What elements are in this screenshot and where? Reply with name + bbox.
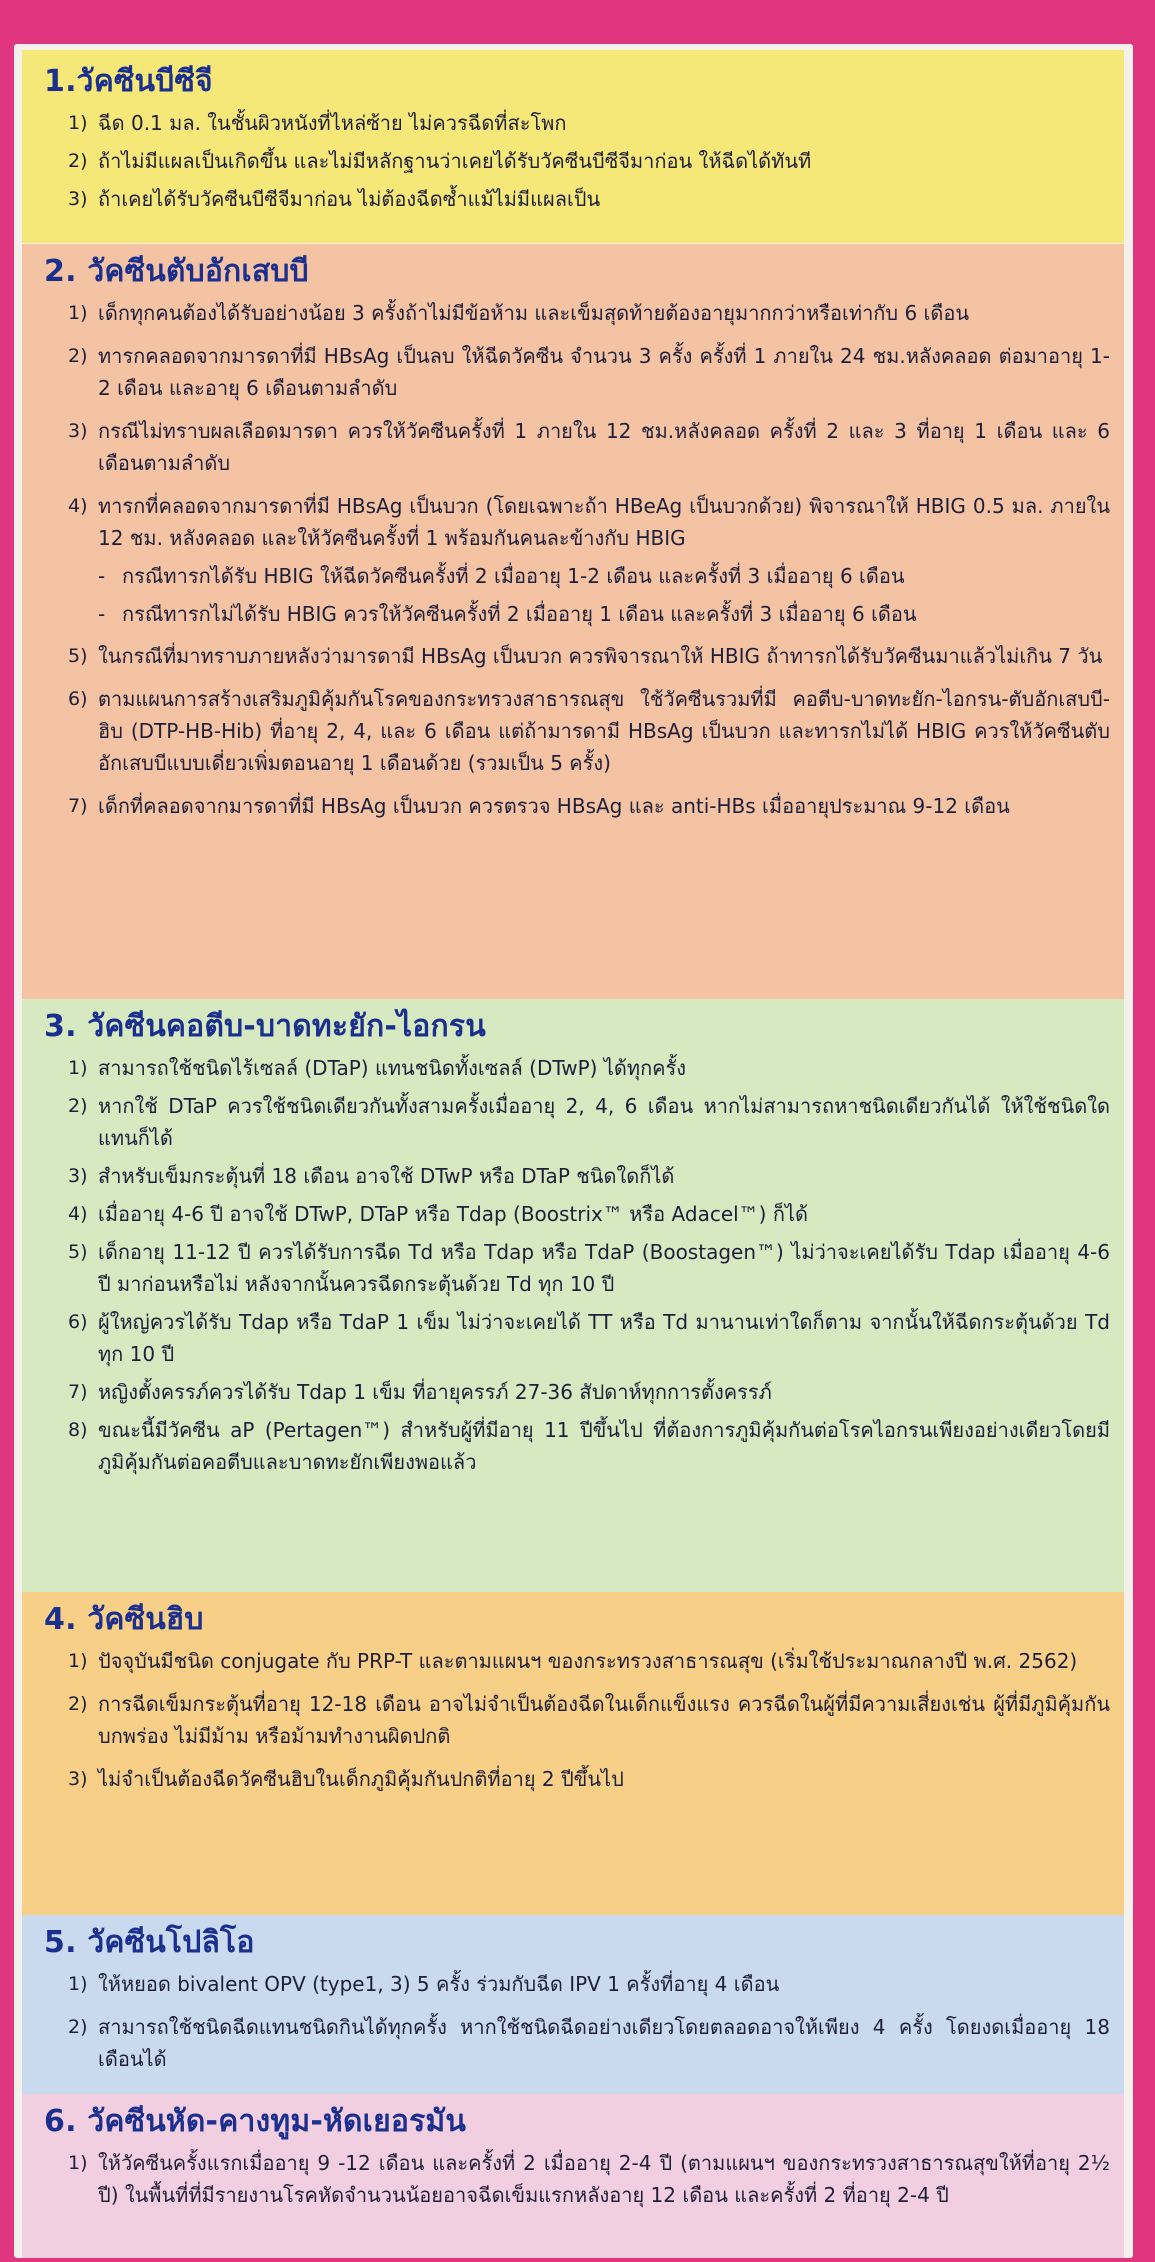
item-text: ให้วัคซีนครั้งแรกเมื่ออายุ 9 -12 เดือน และครั้งที่ 2 เมื่ออายุ 2-4 ปี (ตามแผนฯ ของกระทรวงสาธารณสุขให้ที่อายุ 2½ ปี) ในพื้นที่ที่มีรายงานโรคหัดจำนวนน้อยอาจฉีดเข็มแรกหลังอายุ 12 เดือน และครั้งที่ 2 ที่อายุ 2-4 ปี [98, 2151, 1110, 2207]
section-title: 3. วัคซีนคอตีบ-บาดทะยัก-ไอกรน [44, 1009, 486, 1044]
item-number: 5) [68, 1241, 88, 1263]
item-list [42, 1645, 1110, 1795]
sub-item-text: กรณีทารกได้รับ HBIG ให้ฉีดวัคซีนครั้งที่ 2 เมื่ออายุ 1-2 เดือน และครั้งที่ 3 เมื่ออายุ 6 เดือน [122, 564, 905, 588]
item-text: สำหรับเข็มกระตุ้นที่ 18 เดือน อาจใช้ DTwP หรือ DTaP ชนิดใดก็ได้ [98, 1164, 675, 1188]
list-item [42, 1763, 1110, 1795]
item-text: หากใช้ DTaP ควรใช้ชนิดเดียวกันทั้งสามครั้งเมื่ออายุ 2, 4, 6 เดือน หากไม่สามารถหาชนิดเดียวกันได้ ให้ใช้ชนิดใดแทนก็ได้ [98, 1094, 1110, 1150]
item-text: ไม่จำเป็นต้องฉีดวัคซีนฮิบในเด็กภูมิคุ้มกันปกติที่อายุ 2 ปีขึ้นไป [98, 1767, 624, 1791]
list-item [42, 415, 1110, 479]
item-text: ถ้าเคยได้รับวัคซีนบีซีจีมาก่อน ไม่ต้องฉีดซ้ำแม้ไม่มีแผลเป็น [98, 187, 601, 211]
list-item [42, 1645, 1110, 1677]
item-number: 3) [68, 1165, 88, 1187]
section-title: 1.วัคซีนบีซีจี [44, 64, 213, 99]
sub-item [42, 598, 1110, 630]
list-item [42, 1198, 1110, 1230]
item-text: ในกรณีที่มาทราบภายหลังว่ามารดามี HBsAg เป็นบวก ควรพิจารณาให้ HBIG ถ้าทารกได้รับวัคซีนมาแล้วไม่เกิน 7 วัน [98, 644, 1103, 668]
list-item [42, 1376, 1110, 1408]
item-number: 2) [68, 2016, 88, 2038]
list-item [42, 640, 1110, 672]
item-number: 8) [68, 1419, 88, 1441]
list-item [42, 183, 1110, 215]
list-item [42, 340, 1110, 404]
item-list [42, 2147, 1110, 2211]
item-number: 4) [68, 495, 88, 517]
list-item [42, 1090, 1110, 1154]
item-number: 2) [68, 1693, 88, 1715]
sub-item [42, 560, 1110, 592]
list-item [42, 683, 1110, 779]
item-number: 1) [68, 302, 88, 324]
vaccine-info-panel [14, 44, 1133, 2258]
item-number: 1) [68, 1973, 88, 1995]
item-text: สามารถใช้ชนิดไร้เซลล์ (DTaP) แทนชนิดทั้งเซลล์ (DTwP) ได้ทุกครั้ง [98, 1056, 687, 1080]
item-text: หญิงตั้งครรภ์ควรได้รับ Tdap 1 เข็ม ที่อายุครรภ์ 27-36 สัปดาห์ทุกการตั้งครรภ์ [98, 1380, 772, 1404]
item-text: ถ้าไม่มีแผลเป็นเกิดขึ้น และไม่มีหลักฐานว่าเคยได้รับวัคซีนบีซีจีมาก่อน ให้ฉีดได้ทันที [98, 149, 812, 173]
section-hib [22, 1592, 1124, 1915]
section-hepatitis-b [22, 244, 1124, 999]
item-number: 6) [68, 1311, 88, 1333]
section-title: 4. วัคซีนฮิบ [44, 1602, 204, 1637]
section-dtp [22, 999, 1124, 1592]
item-number: 3) [68, 1768, 88, 1790]
section-mmr [22, 2094, 1124, 2258]
item-number: 1) [68, 112, 88, 134]
item-number: 4) [68, 1203, 88, 1225]
item-number: 5) [68, 645, 88, 667]
item-text: ขณะนี้มีวัคซีน aP (Pertagen™) สำหรับผู้ที่มีอายุ 11 ปีขึ้นไป ที่ต้องการภูมิคุ้มกันต่อโรคไอกรนเพียงอย่างเดียวโดยมีภูมิคุ้มกันต่อคอตีบและบาดทะยักเพียงพอแล้ว [98, 1418, 1110, 1474]
item-text: กรณีไม่ทราบผลเลือดมารดา ควรให้วัคซีนครั้งที่ 1 ภายใน 12 ชม.หลังคลอด ครั้งที่ 2 และ 3 ที่อายุ 1 เดือน และ 6 เดือนตามลำดับ [98, 419, 1110, 475]
item-list [42, 107, 1110, 215]
item-number: 1) [68, 1057, 88, 1079]
item-text: การฉีดเข็มกระตุ้นที่อายุ 12-18 เดือน อาจไม่จำเป็นต้องฉีดในเด็กแข็งแรง ควรฉีดในผู้ที่มีความเสี่ยงเช่น ผู้ที่มีภูมิคุ้มกันบกพร่อง ไม่มีม้าม หรือม้ามทำงานผิดปกติ [98, 1692, 1110, 1748]
item-text: เด็กที่คลอดจากมารดาที่มี HBsAg เป็นบวก ควรตรวจ HBsAg และ anti-HBs เมื่ออายุประมาณ 9-12 เดือน [98, 794, 1010, 818]
item-list [42, 297, 1110, 822]
list-item [42, 2147, 1110, 2211]
item-number: 1) [68, 2152, 88, 2174]
list-item [42, 145, 1110, 177]
section-title: 6. วัคซีนหัด-คางทูม-หัดเยอรมัน [44, 2104, 467, 2139]
item-number: 7) [68, 1381, 88, 1403]
item-text: ให้หยอด bivalent OPV (type1, 3) 5 ครั้ง ร่วมกับฉีด IPV 1 ครั้งที่อายุ 4 เดือน [98, 1972, 780, 1996]
item-text: เมื่ออายุ 4-6 ปี อาจใช้ DTwP, DTaP หรือ Tdap (Boostrix™ หรือ Adacel™) ก็ได้ [98, 1202, 808, 1226]
item-text: ผู้ใหญ่ควรได้รับ Tdap หรือ TdaP 1 เข็ม ไม่ว่าจะเคยได้ TT หรือ Td มานานเท่าใดก็ตาม จากนั้นให้ฉีดกระตุ้นด้วย Td ทุก 10 ปี [98, 1310, 1110, 1366]
item-text: สามารถใช้ชนิดฉีดแทนชนิดกินได้ทุกครั้ง หากใช้ชนิดฉีดอย่างเดียวโดยตลอดอาจให้เพียง 4 ครั้ง โดยงดเมื่ออายุ 18 เดือนได้ [98, 2015, 1110, 2071]
sub-item-dash: - [98, 602, 106, 626]
section-title: 2. วัคซีนตับอักเสบบี [44, 254, 309, 289]
list-item [42, 1160, 1110, 1192]
item-number: 6) [68, 688, 88, 710]
sub-item-dash: - [98, 564, 106, 588]
item-text: ทารกคลอดจากมารดาที่มี HBsAg เป็นลบ ให้ฉีดวัคซีน จำนวน 3 ครั้ง ครั้งที่ 1 ภายใน 24 ชม.หลังคลอด ต่อมาอายุ 1-2 เดือน และอายุ 6 เดือนตามลำดับ [98, 344, 1110, 400]
list-item [42, 790, 1110, 822]
item-text: ตามแผนการสร้างเสริมภูมิคุ้มกันโรคของกระทรวงสาธารณสุข ใช้วัคซีนรวมที่มี คอตีบ-บาดทะยัก-ไอกรน-ตับอักเสบบี-ฮิบ (DTP-HB-Hib) ที่อายุ 2, 4, และ 6 เดือน แต่ถ้ามารดามี HBsAg เป็นบวก และทารกไม่ได้ HBIG ควรให้วัคซีนตับอักเสบบีแบบเดี่ยวเพิ่มตอนอายุ 1 เดือนด้วย (รวมเป็น 5 ครั้ง) [98, 687, 1110, 775]
list-item [42, 490, 1110, 554]
list-item [42, 2011, 1110, 2075]
item-number: 2) [68, 150, 88, 172]
list-item [42, 107, 1110, 139]
item-text: ทารกที่คลอดจากมารดาที่มี HBsAg เป็นบวก (โดยเฉพาะถ้า HBeAg เป็นบวกด้วย) พิจารณาให้ HBIG 0.5 มล. ภายใน 12 ชม. หลังคลอด และให้วัคซีนครั้งที่ 1 พร้อมกันคนละข้างกับ HBIG [98, 494, 1110, 550]
sub-item-text: กรณีทารกไม่ได้รับ HBIG ควรให้วัคซีนครั้งที่ 2 เมื่ออายุ 1 เดือน และครั้งที่ 3 เมื่ออายุ 6 เดือน [122, 602, 917, 626]
item-text: เด็กทุกคนต้องได้รับอย่างน้อย 3 ครั้งถ้าไม่มีข้อห้าม และเข็มสุดท้ายต้องอายุมากกว่าหรือเท่ากับ 6 เดือน [98, 301, 970, 325]
item-number: 2) [68, 345, 88, 367]
item-list [42, 1052, 1110, 1478]
item-number: 2) [68, 1095, 88, 1117]
item-text: เด็กอายุ 11-12 ปี ควรได้รับการฉีด Td หรือ Tdap หรือ TdaP (Boostagen™) ไม่ว่าจะเคยได้รับ Tdap เมื่ออายุ 4-6 ปี มาก่อนหรือไม่ หลังจากนั้นควรฉีดกระตุ้นด้วย Td ทุก 10 ปี [98, 1240, 1110, 1296]
list-item [42, 1306, 1110, 1370]
list-item [42, 1968, 1110, 2000]
item-number: 3) [68, 188, 88, 210]
section-bcg [22, 50, 1124, 243]
item-number: 7) [68, 795, 88, 817]
item-number: 1) [68, 1650, 88, 1672]
item-list [42, 1968, 1110, 2075]
item-text: ฉีด 0.1 มล. ในชั้นผิวหนังที่ไหล่ซ้าย ไม่ควรฉีดที่สะโพก [98, 111, 567, 135]
list-item [42, 1052, 1110, 1084]
item-text: ปัจจุบันมีชนิด conjugate กับ PRP-T และตามแผนฯ ของกระทรวงสาธารณสุข (เริ่มใช้ประมาณกลางปี พ.ศ. 2562) [98, 1649, 1078, 1673]
list-item [42, 1414, 1110, 1478]
item-number: 3) [68, 420, 88, 442]
list-item [42, 297, 1110, 329]
section-title: 5. วัคซีนโปลิโอ [44, 1925, 255, 1960]
list-item [42, 1236, 1110, 1300]
section-polio [22, 1915, 1124, 2094]
list-item [42, 1688, 1110, 1752]
